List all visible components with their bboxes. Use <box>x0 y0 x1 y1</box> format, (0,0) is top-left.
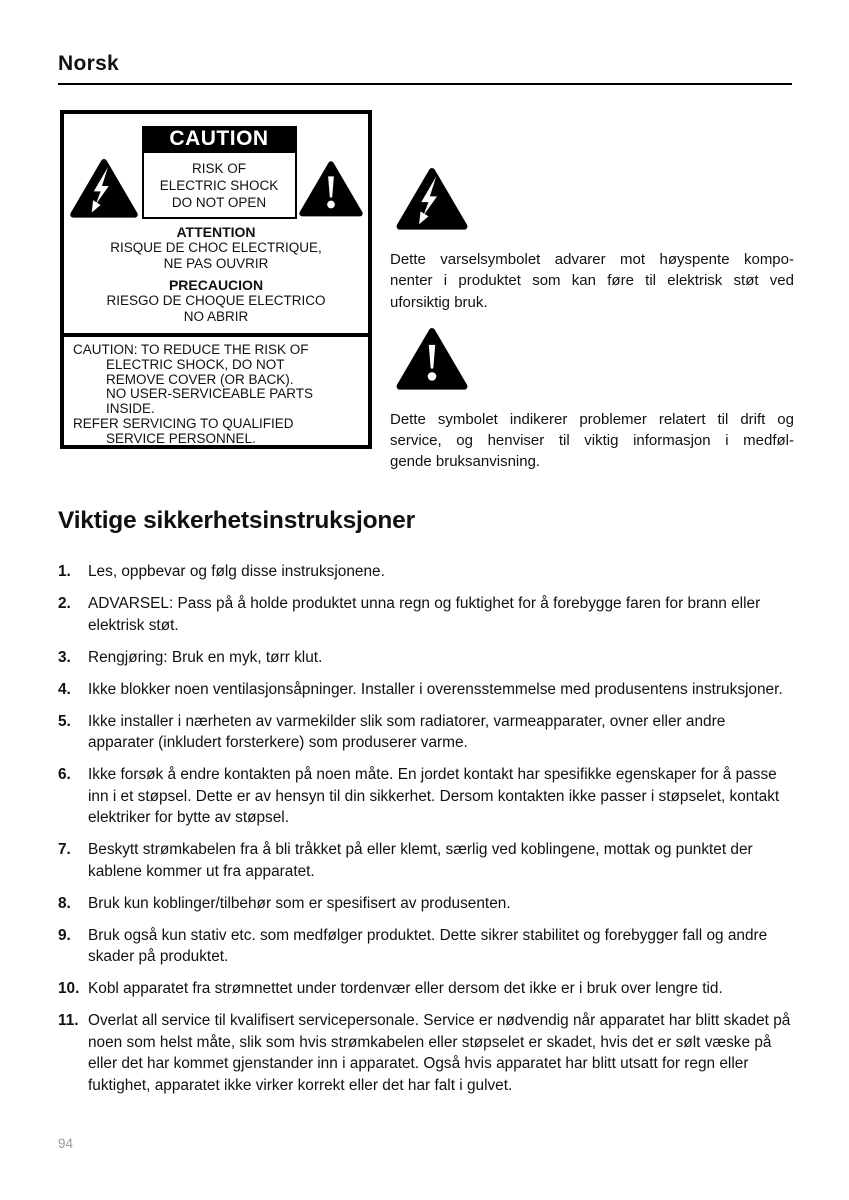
item-number: 2. <box>58 595 71 612</box>
list-item <box>58 561 792 583</box>
safety-instructions-list <box>58 561 792 1096</box>
page-header <box>58 0 792 85</box>
item-number: 3. <box>58 648 71 666</box>
precaucion-title: PRECAUCION <box>168 277 264 293</box>
risk-line: DO NOT OPEN <box>171 195 267 210</box>
page-title: Norsk <box>58 52 120 75</box>
item-text: Ikke blokker noen ventilasjonsåpninger. Installer i overensstemmelse med produsentens instruksjoner. <box>88 680 783 698</box>
item-text: Overlat all service til kvalifisert servicepersonale. Service er nødvendig når apparatet har blitt skadet på noen som helst måte, slik som hvis strømkabelen eller støpselet er skadet, hvis det er sølt væske på eller det har kommet gjenstander inn i apparatet. Også hvis apparatet har blitt utsatt for regn eller fuktighet, apparatet ikke virker korrekt eller det har falt i gulvet. <box>88 1012 791 1094</box>
high-voltage-icon <box>395 167 469 230</box>
list-item <box>58 647 792 669</box>
list-item <box>58 839 792 882</box>
note-line: Dette varselsymbolet advarer mot høyspente kompo- <box>390 251 794 268</box>
caution-lower-line: INSIDE. <box>106 401 155 417</box>
safety-instructions-heading: Viktige sikkerhetsinstruksjoner <box>58 507 415 534</box>
caution-lower-line: CAUTION: TO REDUCE THE RISK OF <box>73 342 309 357</box>
attention-title: ATTENTION <box>176 224 256 240</box>
item-number: 11. <box>58 1012 79 1029</box>
list-item <box>58 978 792 1000</box>
item-number: 4. <box>58 680 71 698</box>
list-item <box>58 925 792 968</box>
item-text: Beskytt strømkabelen fra å bli tråkket på eller klemt, særlig ved koblingene, mottak og punktet der kablene kommer ut fra apparatet. <box>88 841 753 880</box>
note-line: nenter i produktet som kan føre til elektrisk støt ved <box>390 272 794 290</box>
page-number: 94 <box>58 1136 74 1151</box>
caution-lower-line: ELECTRIC SHOCK, DO NOT <box>106 356 285 372</box>
item-text: Bruk kun koblinger/tilbehør som er spesifisert av produsenten. <box>88 894 511 912</box>
list-item <box>58 593 792 636</box>
warning-area <box>58 110 794 471</box>
risk-of-shock-box <box>142 153 297 219</box>
item-number: 7. <box>58 841 71 858</box>
high-voltage-text <box>390 249 794 313</box>
list-item <box>58 1010 792 1096</box>
risk-line: RISK OF <box>191 161 246 176</box>
item-text: Bruk også kun stativ etc. som medfølger produktet. Dette sikrer stabilitet og forebygger fall og andre skader på produktet. <box>88 926 768 965</box>
precaucion-line: RIESGO DE CHOQUE ELECTRICO <box>106 293 326 308</box>
item-number: 9. <box>58 926 71 944</box>
item-text: ADVARSEL: Pass på å holde produktet unna regn og fuktighet for å forebygge faren for brann eller elektrisk støt. <box>88 595 761 634</box>
attention-line: NE PAS OUVRIR <box>163 256 269 271</box>
attention-block <box>64 224 368 272</box>
item-number: 5. <box>58 712 71 730</box>
caution-lower-line: NO USER-SERVICEABLE PARTS <box>106 386 314 402</box>
item-number: 1. <box>58 563 71 580</box>
caution-lower-line: SERVICE PERSONNEL. <box>106 430 256 446</box>
note-line: service, og henviser til viktig informasjon i medføl- <box>390 432 794 450</box>
risk-line: ELECTRIC SHOCK <box>159 178 279 193</box>
list-item <box>58 893 792 915</box>
caution-reduce-risk-text <box>64 333 368 449</box>
caution-center <box>142 126 297 219</box>
note-line: gende bruksanvisning. <box>390 453 541 471</box>
note-line: uforsiktig bruk. <box>390 293 488 311</box>
item-text: Ikke installer i nærheten av varmekilder slik som radiatorer, varmeapparater, ovner eller andre apparater (inkludert forsterkere) som produserer varme. <box>88 712 726 751</box>
item-text: Rengjøring: Bruk en myk, tørr klut. <box>88 648 323 666</box>
caution-lower-line: REFER SERVICING TO QUALIFIED <box>73 415 294 431</box>
list-item <box>58 679 792 701</box>
caution-label-box <box>60 110 372 449</box>
precaucion-block <box>64 277 368 325</box>
exclamation-icon <box>395 327 469 390</box>
attention-line: RISQUE DE CHOC ELECTRIQUE, <box>110 240 322 255</box>
item-number: 6. <box>58 766 71 783</box>
symbol-explanations <box>390 167 794 487</box>
caution-title: CAUTION <box>142 126 297 153</box>
item-text: Ikke forsøk å endre kontakten på noen måte. En jordet kontakt har spesifikke egenskaper for å passe inn i et støpsel. Dette er av hensyn til din sikkerhet. Dersom kontakten ikke passer i støpselet, kontakt elektriker for bytte av støpsel. <box>88 766 780 826</box>
list-item <box>58 764 792 829</box>
list-item <box>58 711 792 754</box>
note-line: Dette symbolet indikerer problemer relatert til drift og <box>390 410 794 428</box>
item-text: Les, oppbevar og følg disse instruksjonene. <box>88 563 385 580</box>
high-voltage-note <box>390 167 794 313</box>
precaucion-line: NO ABRIR <box>183 309 249 324</box>
service-text <box>390 409 794 473</box>
exclamation-icon <box>299 159 363 218</box>
item-number: 10. <box>58 980 80 997</box>
caution-lower-line: REMOVE COVER (OR BACK). <box>106 371 294 387</box>
service-note <box>390 327 794 473</box>
item-number: 8. <box>58 894 71 912</box>
item-text: Kobl apparatet fra strømnettet under tordenvær eller dersom det ikke er i bruk over lengre tid. <box>88 980 723 997</box>
caution-symbol-row <box>64 126 368 219</box>
high-voltage-icon <box>69 158 139 218</box>
